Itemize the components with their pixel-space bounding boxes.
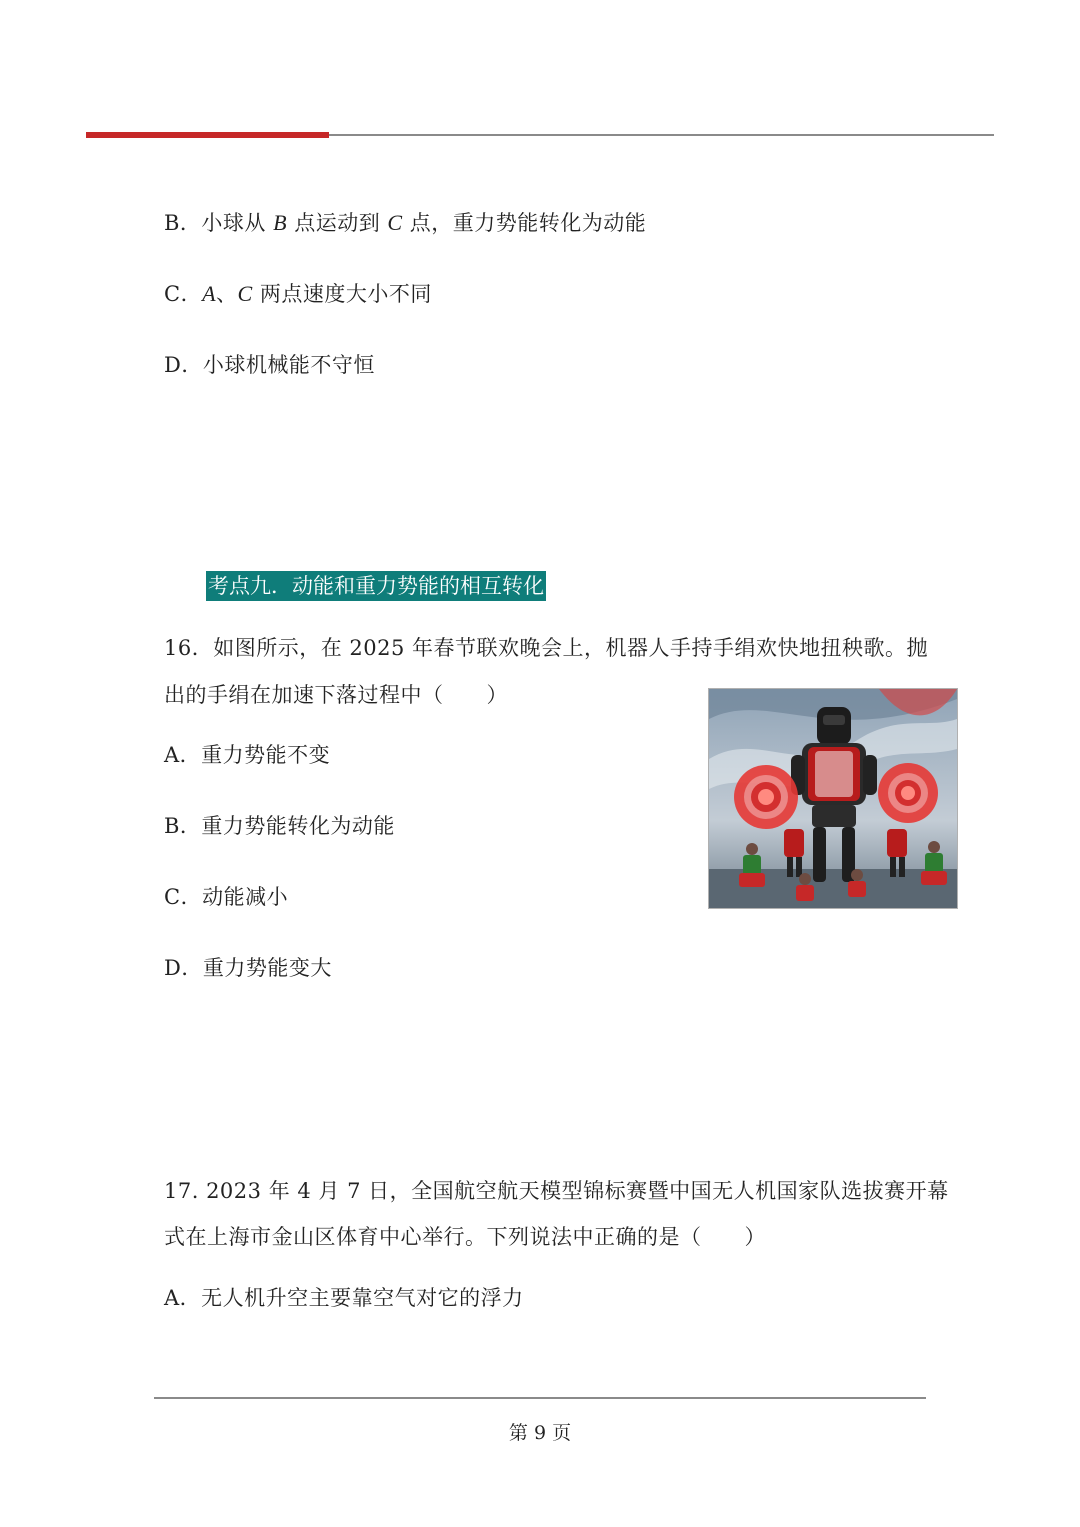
q17-stem-line-1: 17. 2023 年 4 月 7 日，全国航空航天模型锦标赛暨中国无人机国家队选拔赛开幕 — [164, 1179, 949, 1203]
q16-option-d: D．重力势能变大 — [164, 956, 332, 980]
q16-option-a: A．重力势能不变 — [164, 743, 331, 767]
q15-option-d: D．小球机械能不守恒 — [164, 353, 375, 377]
section-heading: 考点九．动能和重力势能的相互转化 — [206, 571, 546, 601]
q15-option-c: C．A、C 两点速度大小不同 — [164, 281, 432, 306]
footer-rule — [154, 1397, 926, 1399]
robot-yangge-photo — [708, 688, 958, 909]
q16-stem-line-2: 出的手绢在加速下落过程中（ ） — [164, 683, 508, 707]
header-rule — [329, 134, 994, 136]
q15-option-b: B．小球从 B 点运动到 C 点，重力势能转化为动能 — [164, 210, 647, 235]
header-accent-bar — [86, 132, 329, 138]
q17-stem-line-2: 式在上海市金山区体育中心举行。下列说法中正确的是（ ） — [164, 1225, 766, 1249]
q17-option-a: A．无人机升空主要靠空气对它的浮力 — [164, 1286, 524, 1310]
q16-stem-line-1: 16．如图所示，在 2025 年春节联欢晚会上，机器人手持手绢欢快地扭秧歌。抛 — [164, 636, 929, 660]
q16-option-c: C．动能减小 — [164, 885, 289, 909]
q16-option-b: B．重力势能转化为动能 — [164, 814, 395, 838]
page-number: 第 9 页 — [508, 1422, 572, 1444]
robot-photo-illustration — [709, 689, 957, 908]
